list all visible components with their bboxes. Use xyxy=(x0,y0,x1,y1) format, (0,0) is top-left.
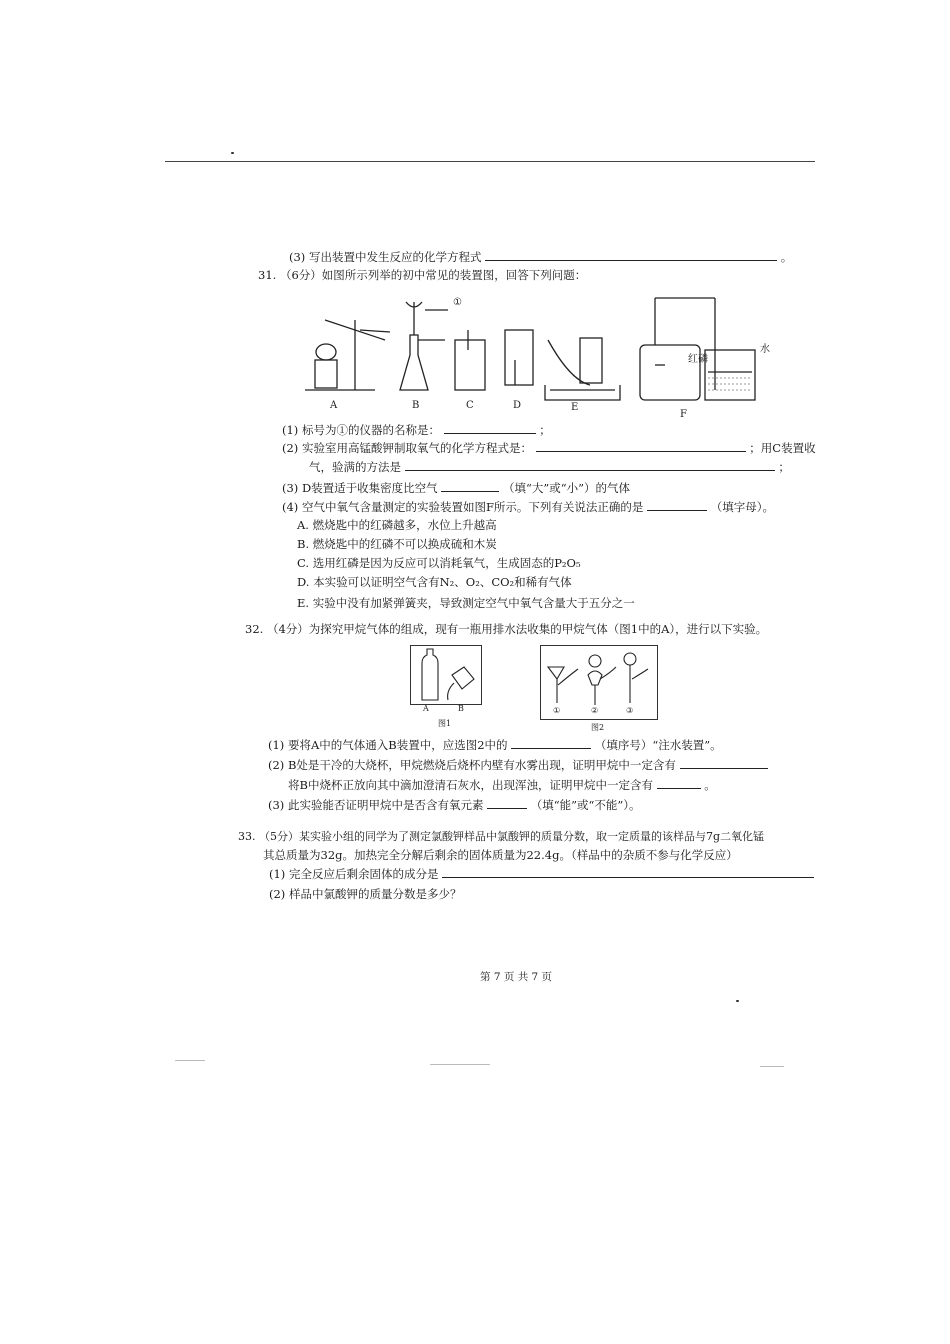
q31-label-b: B xyxy=(412,400,420,411)
q32-fig2-caption: 图2 xyxy=(591,723,605,732)
q31-label-c: C xyxy=(466,400,474,411)
q32-s3-text: (3) 此实验能否证明甲烷中是否含有氧元素 xyxy=(268,798,484,812)
q32-s2a-text: (2) B处是干冷的大烧杯，甲烷燃烧后烧杯内壁有水雾出现，证明甲烷中一定含有 xyxy=(268,758,676,772)
q31-s1 xyxy=(282,423,551,437)
header-rule xyxy=(165,161,815,162)
q32-s1-text: (1) 要将A中的气体通入B装置中，应选图2中的 xyxy=(268,738,508,752)
q31-apparatus-figure xyxy=(300,290,790,420)
q32-s3 xyxy=(268,798,641,812)
q33-stem-a: 33. （5分）某实验小组的同学为了测定氯酸钾样品中氯酸钾的质量分数，取一定质量的该样品与7g二氧化锰 xyxy=(238,830,765,843)
q32-stem: 32. （4分）为探究甲烷气体的组成，现有一瓶用排水法收集的甲烷气体（图1中的A），进行以下实验。 xyxy=(245,622,768,636)
q32-s1-blank[interactable] xyxy=(511,738,591,749)
q31-s2b-text: 气，验满的方法是 xyxy=(309,460,401,474)
q32-s1 xyxy=(268,738,722,752)
q33-s1 xyxy=(269,867,814,881)
q30-sub3-blank[interactable] xyxy=(485,250,777,261)
q31-s2a xyxy=(282,441,816,455)
scan-noise xyxy=(175,1060,205,1061)
q32-s1-end: （填序号）“注水装置”。 xyxy=(594,738,722,752)
q31-s2a-blank[interactable] xyxy=(536,441,746,452)
q31-stem: 31. （6分）如图所示列举的初中常见的装置图，回答下列问题： xyxy=(258,268,587,282)
q32-s2b-text: 将B中烧杯正放向其中滴加澄清石灰水，出现浑浊，证明甲烷中一定含有 xyxy=(288,778,653,792)
q31-fig-text-hongling: 红磷 xyxy=(688,354,708,365)
q31-option-b: B. 燃烧匙中的红磷不可以换成硫和木炭 xyxy=(297,537,497,551)
q31-option-d: D. 本实验可以证明空气含有N₂、O₂、CO₂和稀有气体 xyxy=(297,575,572,589)
q31-s4-blank[interactable] xyxy=(647,500,707,511)
q32-fig1-caption: 图1 xyxy=(438,719,452,728)
q31-s4-text: (4) 空气中氧气含量测定的实验装置如图F所示。下列有关说法正确的是 xyxy=(282,500,644,514)
q33-stem-b: 其总质量为32g。加热完全分解后剩余的固体质量为22.4g。（样品中的杂质不参与化学反应） xyxy=(263,848,738,862)
q31-label-e: E xyxy=(571,402,579,413)
q32-s3-blank[interactable] xyxy=(487,798,527,809)
q31-s2a-text: (2) 实验室用高锰酸钾制取氧气的化学方程式是： xyxy=(282,441,532,455)
q31-label-d: D xyxy=(513,400,522,411)
q33-s2: (2) 样品中氯酸钾的质量分数是多少？ xyxy=(269,887,462,901)
q31-s3 xyxy=(282,481,630,495)
scan-noise xyxy=(760,1066,784,1067)
q31-label-a: A xyxy=(330,400,338,411)
q31-s3-text: (3) D装置适于收集密度比空气 xyxy=(282,481,438,495)
q31-callout-1: ① xyxy=(453,297,462,308)
page-number: 第 7 页 共 7 页 xyxy=(480,971,553,983)
q33-s1-text: (1) 完全反应后剩余固体的成分是 xyxy=(269,867,439,881)
scan-speck xyxy=(231,152,234,154)
q32-figure-1 xyxy=(410,645,482,717)
q31-s2b-blank[interactable] xyxy=(405,460,775,471)
q32-fig1-label-b: B xyxy=(458,704,464,713)
q31-s1-text: (1) 标号为①的仪器的名称是： xyxy=(282,423,440,437)
q30-sub3-text: (3) 写出装置中发生反应的化学方程式 xyxy=(289,250,482,264)
q31-s4-end: （填字母）。 xyxy=(710,500,774,514)
q32-fig2-label-3: ③ xyxy=(626,706,634,715)
q31-fig-text-water: 水 xyxy=(760,344,770,355)
q31-s1-blank[interactable] xyxy=(444,423,536,434)
q32-fig1-label-a: A xyxy=(423,704,429,713)
q31-option-e: E. 实验中没有加紧弹簧夹，导致测定空气中氧气含量大于五分之一 xyxy=(297,596,635,610)
q32-s2a-blank[interactable] xyxy=(680,758,768,769)
q31-s3-end: （填“大”或“小”）的气体 xyxy=(502,481,630,495)
q31-s2a-end: ；用C装置收 xyxy=(749,441,816,455)
q31-option-a: A. 燃烧匙中的红磷越多，水位上升越高 xyxy=(297,518,497,532)
q32-fig2-label-2: ② xyxy=(591,706,599,715)
q31-s3-blank[interactable] xyxy=(441,481,499,492)
q32-s3-end: （填“能”或“不能”）。 xyxy=(530,798,641,812)
q31-s1-end: ； xyxy=(539,423,551,437)
q32-s2b-blank[interactable] xyxy=(657,778,701,789)
q32-fig2-label-1: ① xyxy=(553,706,561,715)
scan-noise xyxy=(430,1064,490,1065)
q30-sub3 xyxy=(289,250,792,264)
q30-sub3-tail: 。 xyxy=(780,250,793,264)
scan-speck xyxy=(736,1000,739,1002)
q32-s2b xyxy=(288,778,716,792)
q31-s2b-end: ； xyxy=(778,460,790,474)
q33-s1-blank[interactable] xyxy=(442,867,814,878)
q31-label-f: F xyxy=(680,409,687,420)
q32-s2b-end: 。 xyxy=(704,778,716,792)
q31-s4 xyxy=(282,500,774,514)
q31-s2b xyxy=(309,460,790,474)
q32-s2a xyxy=(268,758,768,772)
q31-option-c: C. 选用红磷是因为反应可以消耗氧气，生成固态的P₂O₅ xyxy=(297,556,581,570)
